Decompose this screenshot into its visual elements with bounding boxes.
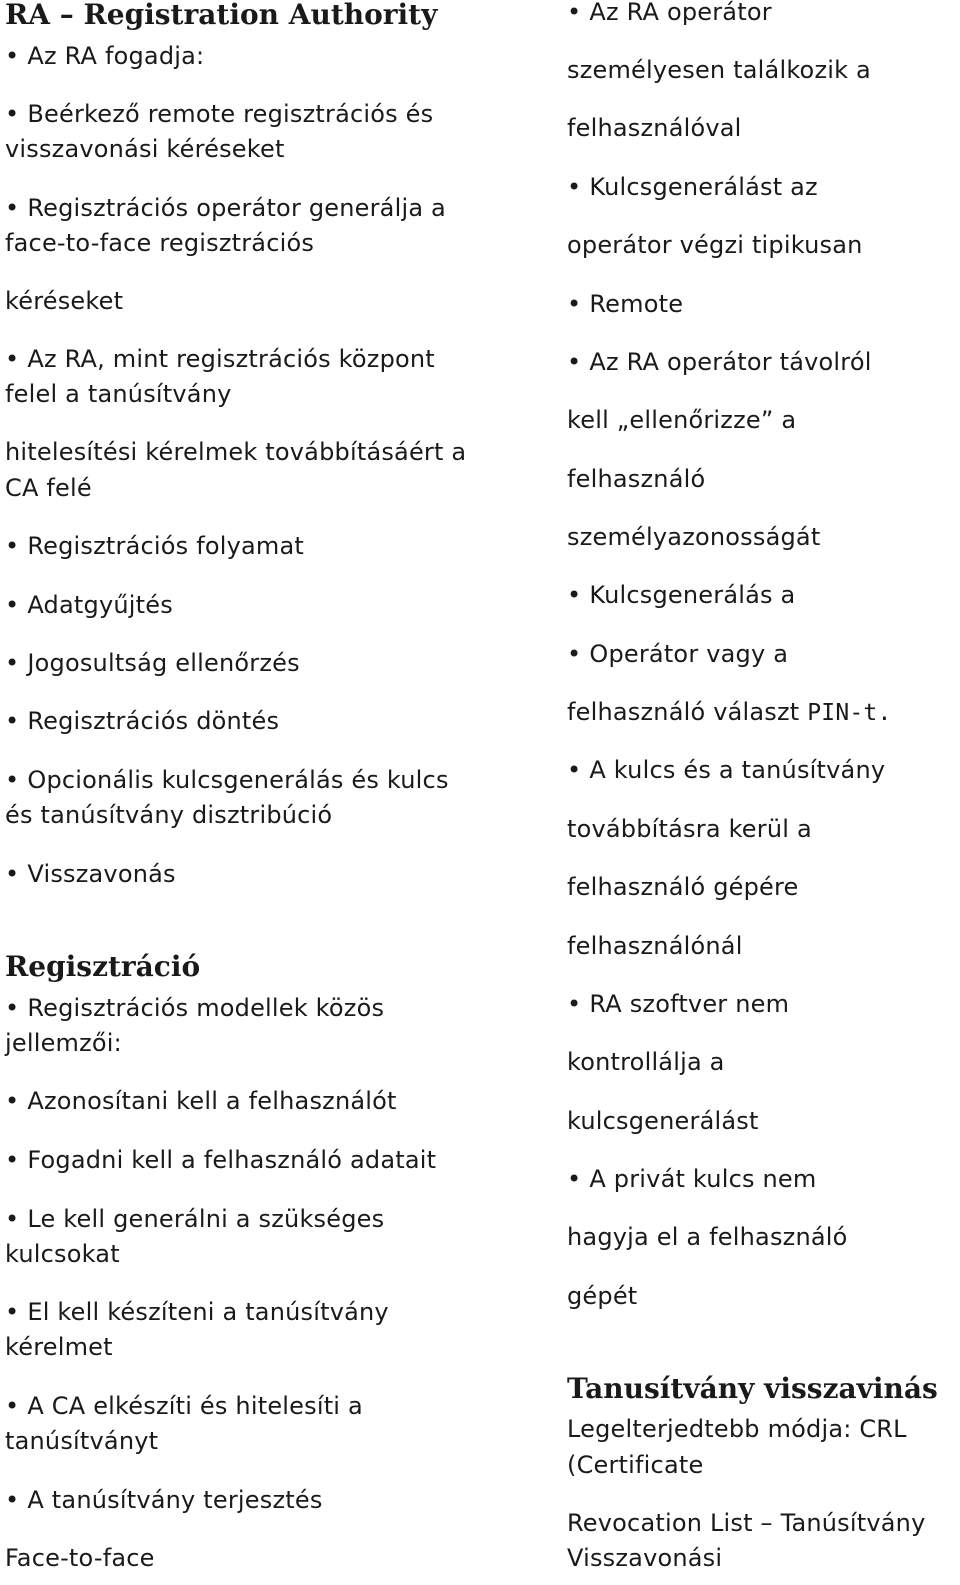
text-line: kulcsgenerálást [567,1107,759,1135]
bullet-icon: • [567,756,582,784]
bullet-icon: • [567,290,582,318]
bullet-line: • Beérkező remote regisztrációs és [5,100,434,128]
bullet-line: • A privát kulcs nem [567,1165,817,1193]
bullet-icon: • [567,348,582,376]
text-line: (Certificate [567,1451,704,1479]
text-line: face-to-face regisztrációs [5,229,315,257]
text-line: felhasználó [567,465,706,493]
text-line: kontrollálja a [567,1048,725,1076]
bullet-icon: • [5,1205,20,1233]
text-line: kérelmet [5,1333,113,1361]
text-line: gépét [567,1282,638,1310]
text-line: hagyja el a felhasználó [567,1223,848,1251]
bullet-icon: • [5,194,20,222]
bullet-icon: • [5,42,20,70]
text-line: kell „ellenőrizze” a [567,406,797,434]
bullet-line: • Remote [567,290,684,318]
bullet-icon: • [5,649,20,677]
text-line: felhasználó választ PIN-t. [567,698,892,726]
bullet-icon: • [5,1392,20,1420]
bullet-icon: • [567,0,582,26]
bullet-icon: • [567,173,582,201]
bullet-line: • Azonosítani kell a felhasználót [5,1087,397,1115]
bullet-line: • A CA elkészíti és hitelesíti a [5,1392,363,1420]
bullet-icon: • [567,581,582,609]
bullet-line: • A tanúsítvány terjesztés [5,1486,323,1514]
text-line: felhasználó gépére [567,873,799,901]
text-line: hitelesítési kérelmek továbbításáért a [5,438,467,466]
bullet-icon: • [5,532,20,560]
text-line: tanúsítványt [5,1427,159,1455]
text-line: operátor végzi tipikusan [567,231,863,259]
text-line: kéréseket [5,287,124,315]
bullet-line: • Regisztrációs operátor generálja a [5,194,446,222]
bullet-icon: • [5,591,20,619]
text-line: Face-to-face [5,1544,155,1572]
bullet-icon: • [5,766,20,794]
bullet-icon: • [5,1486,20,1514]
text-line: Visszavonási [567,1544,723,1572]
bullet-line: • El kell készíteni a tanúsítvány [5,1298,389,1326]
bullet-line: • Regisztrációs döntés [5,707,280,735]
text-line: felhasználóval [567,114,742,142]
heading-tanusitvany-visszavinas: Tanusítvány visszavinás [567,1372,938,1405]
bullet-line: • Visszavonás [5,860,176,888]
bullet-line: • Regisztrációs folyamat [5,532,304,560]
text-line: Revocation List – Tanúsítvány [567,1509,926,1537]
bullet-line: • Kulcsgenerálás a [567,581,796,609]
text-line: jellemzői: [5,1029,122,1057]
bullet-line: • Regisztrációs modellek közös [5,994,385,1022]
bullet-line: • Jogosultság ellenőrzés [5,649,300,677]
text-line: és tanúsítvány disztribúció [5,801,333,829]
bullet-icon: • [5,707,20,735]
bullet-line: • Kulcsgenerálást az [567,173,818,201]
bullet-icon: • [5,1298,20,1326]
text-line: személyesen találkozik a [567,56,871,84]
bullet-icon: • [5,100,20,128]
bullet-icon: • [567,640,582,668]
text-line: személyazonosságát [567,523,821,551]
text-line: felel a tanúsítvány [5,380,232,408]
bullet-line: • Opcionális kulcsgenerálás és kulcs [5,766,449,794]
heading-ra-registration-authority: RA – Registration Authority [5,0,438,31]
text-line: kulcsokat [5,1240,120,1268]
bullet-line: • Le kell generálni a szükséges [5,1205,385,1233]
text-line: továbbításra kerül a [567,815,812,843]
bullet-icon: • [5,1146,20,1174]
bullet-icon: • [5,860,20,888]
bullet-line: • Adatgyűjtés [5,591,173,619]
bullet-line: • Az RA operátor távolról [567,348,872,376]
bullet-icon: • [567,1165,582,1193]
text-line: CA felé [5,474,92,502]
bullet-line: • RA szoftver nem [567,990,790,1018]
bullet-line: • Operátor vagy a [567,640,789,668]
text-line: Legelterjedtebb módja: CRL [567,1415,907,1443]
bullet-icon: • [5,345,20,373]
bullet-line: • Az RA, mint regisztrációs központ [5,345,435,373]
bullet-line: • Az RA fogadja: [5,42,205,70]
bullet-line: • A kulcs és a tanúsítvány [567,756,886,784]
bullet-icon: • [5,994,20,1022]
bullet-line: • Fogadni kell a felhasználó adatait [5,1146,437,1174]
text-line: felhasználónál [567,932,743,960]
bullet-line: • Az RA operátor [567,0,772,26]
bullet-icon: • [5,1087,20,1115]
text-line: visszavonási kéréseket [5,135,285,163]
heading-regisztracio: Regisztráció [5,950,201,983]
bullet-icon: • [567,990,582,1018]
